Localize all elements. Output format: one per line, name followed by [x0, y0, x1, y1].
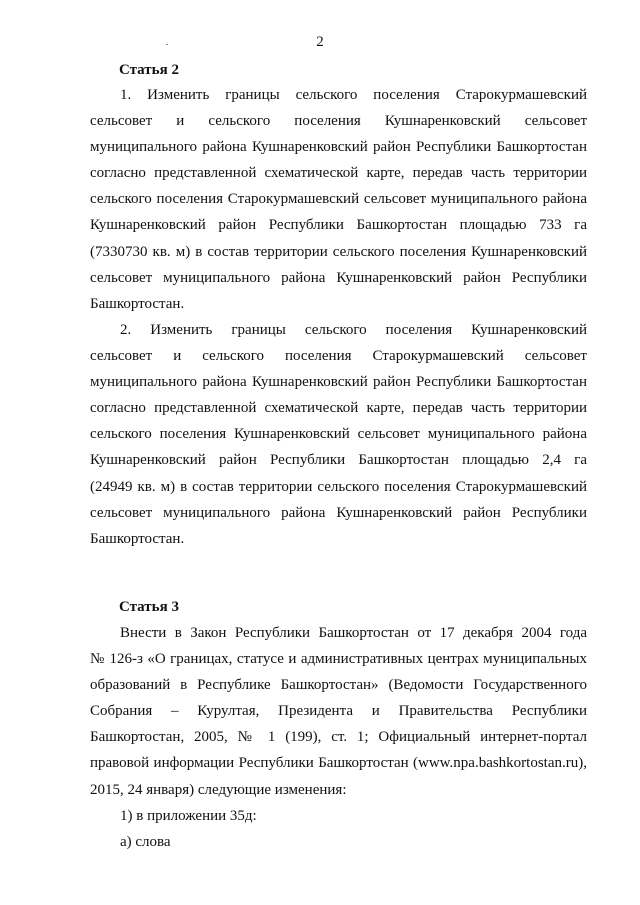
- text-line: муниципального района Кушнаренковский район Республики Башкортостан: [90, 374, 587, 391]
- text-line: Собрания – Курултая, Президента и Правительства Республики: [90, 703, 587, 720]
- article-3-heading: Статья 3: [119, 599, 179, 615]
- text-line: сельсовет и сельского поселения Старокурмашевский сельсовет: [90, 348, 587, 365]
- text-line: образований в Республике Башкортостан» (Ведомости Государственного: [90, 677, 587, 694]
- text-line: 1. Изменить границы сельского поселения Старокурмашевский: [120, 87, 587, 103]
- scan-speck: [166, 44, 168, 45]
- article-2-item-1: [90, 82, 587, 317]
- text-line: 2. Изменить границы сельского поселения Кушнаренковский: [120, 322, 587, 338]
- text-line: Башкортостан.: [90, 295, 185, 312]
- text-line: Кушнаренковский район Республики Башкортостан площадью 2,4 га: [90, 452, 587, 469]
- text-line: согласно представленной схематической карте, передав часть территории: [90, 165, 587, 182]
- text-line: Кушнаренковский район Республики Башкортостан площадью 733 га: [90, 217, 587, 234]
- text-line: сельского поселения Кушнаренковский сельсовет муниципального района: [90, 426, 587, 443]
- text-line: Башкортостан.: [90, 530, 185, 547]
- text-line: муниципального района Кушнаренковский район Республики Башкортостан: [90, 139, 587, 156]
- text-line: согласно представленной схематической карте, передав часть территории: [90, 400, 587, 417]
- subitem-a: а) слова: [120, 833, 171, 850]
- text-line: Внести в Закон Республики Башкортостан от 17 декабря 2004 года: [120, 625, 587, 641]
- article-2-item-2: [90, 317, 587, 552]
- text-line: № 126-з «О границах, статусе и административных центрах муниципальных: [90, 651, 587, 668]
- text-line: сельского поселения Старокурмашевский сельсовет муниципального района: [90, 191, 587, 208]
- text-line: сельсовет муниципального района Кушнаренковский район Республики: [90, 269, 587, 286]
- article-2-heading: Статья 2: [119, 62, 179, 78]
- text-line: правовой информации Республики Башкортостан (www.npa.bashkortostan.ru),: [90, 755, 587, 772]
- text-line: сельсовет муниципального района Кушнаренковский район Республики: [90, 504, 587, 521]
- text-line: (7330730 кв. м) в состав территории сельского поселения Кушнаренковский: [90, 243, 587, 260]
- article-3-paragraph: [90, 620, 587, 855]
- subitem-1: 1) в приложении 35д:: [120, 807, 257, 824]
- text-line: 2015, 24 января) следующие изменения:: [90, 781, 347, 798]
- text-line: сельсовет и сельского поселения Кушнаренковский сельсовет: [90, 113, 587, 130]
- text-line: Башкортостан, 2005, № 1 (199), ст. 1; Официальный интернет-портал: [90, 729, 587, 746]
- text-line: (24949 кв. м) в состав территории сельского поселения Старокурмашевский: [90, 478, 587, 495]
- page-number: 2: [316, 34, 324, 50]
